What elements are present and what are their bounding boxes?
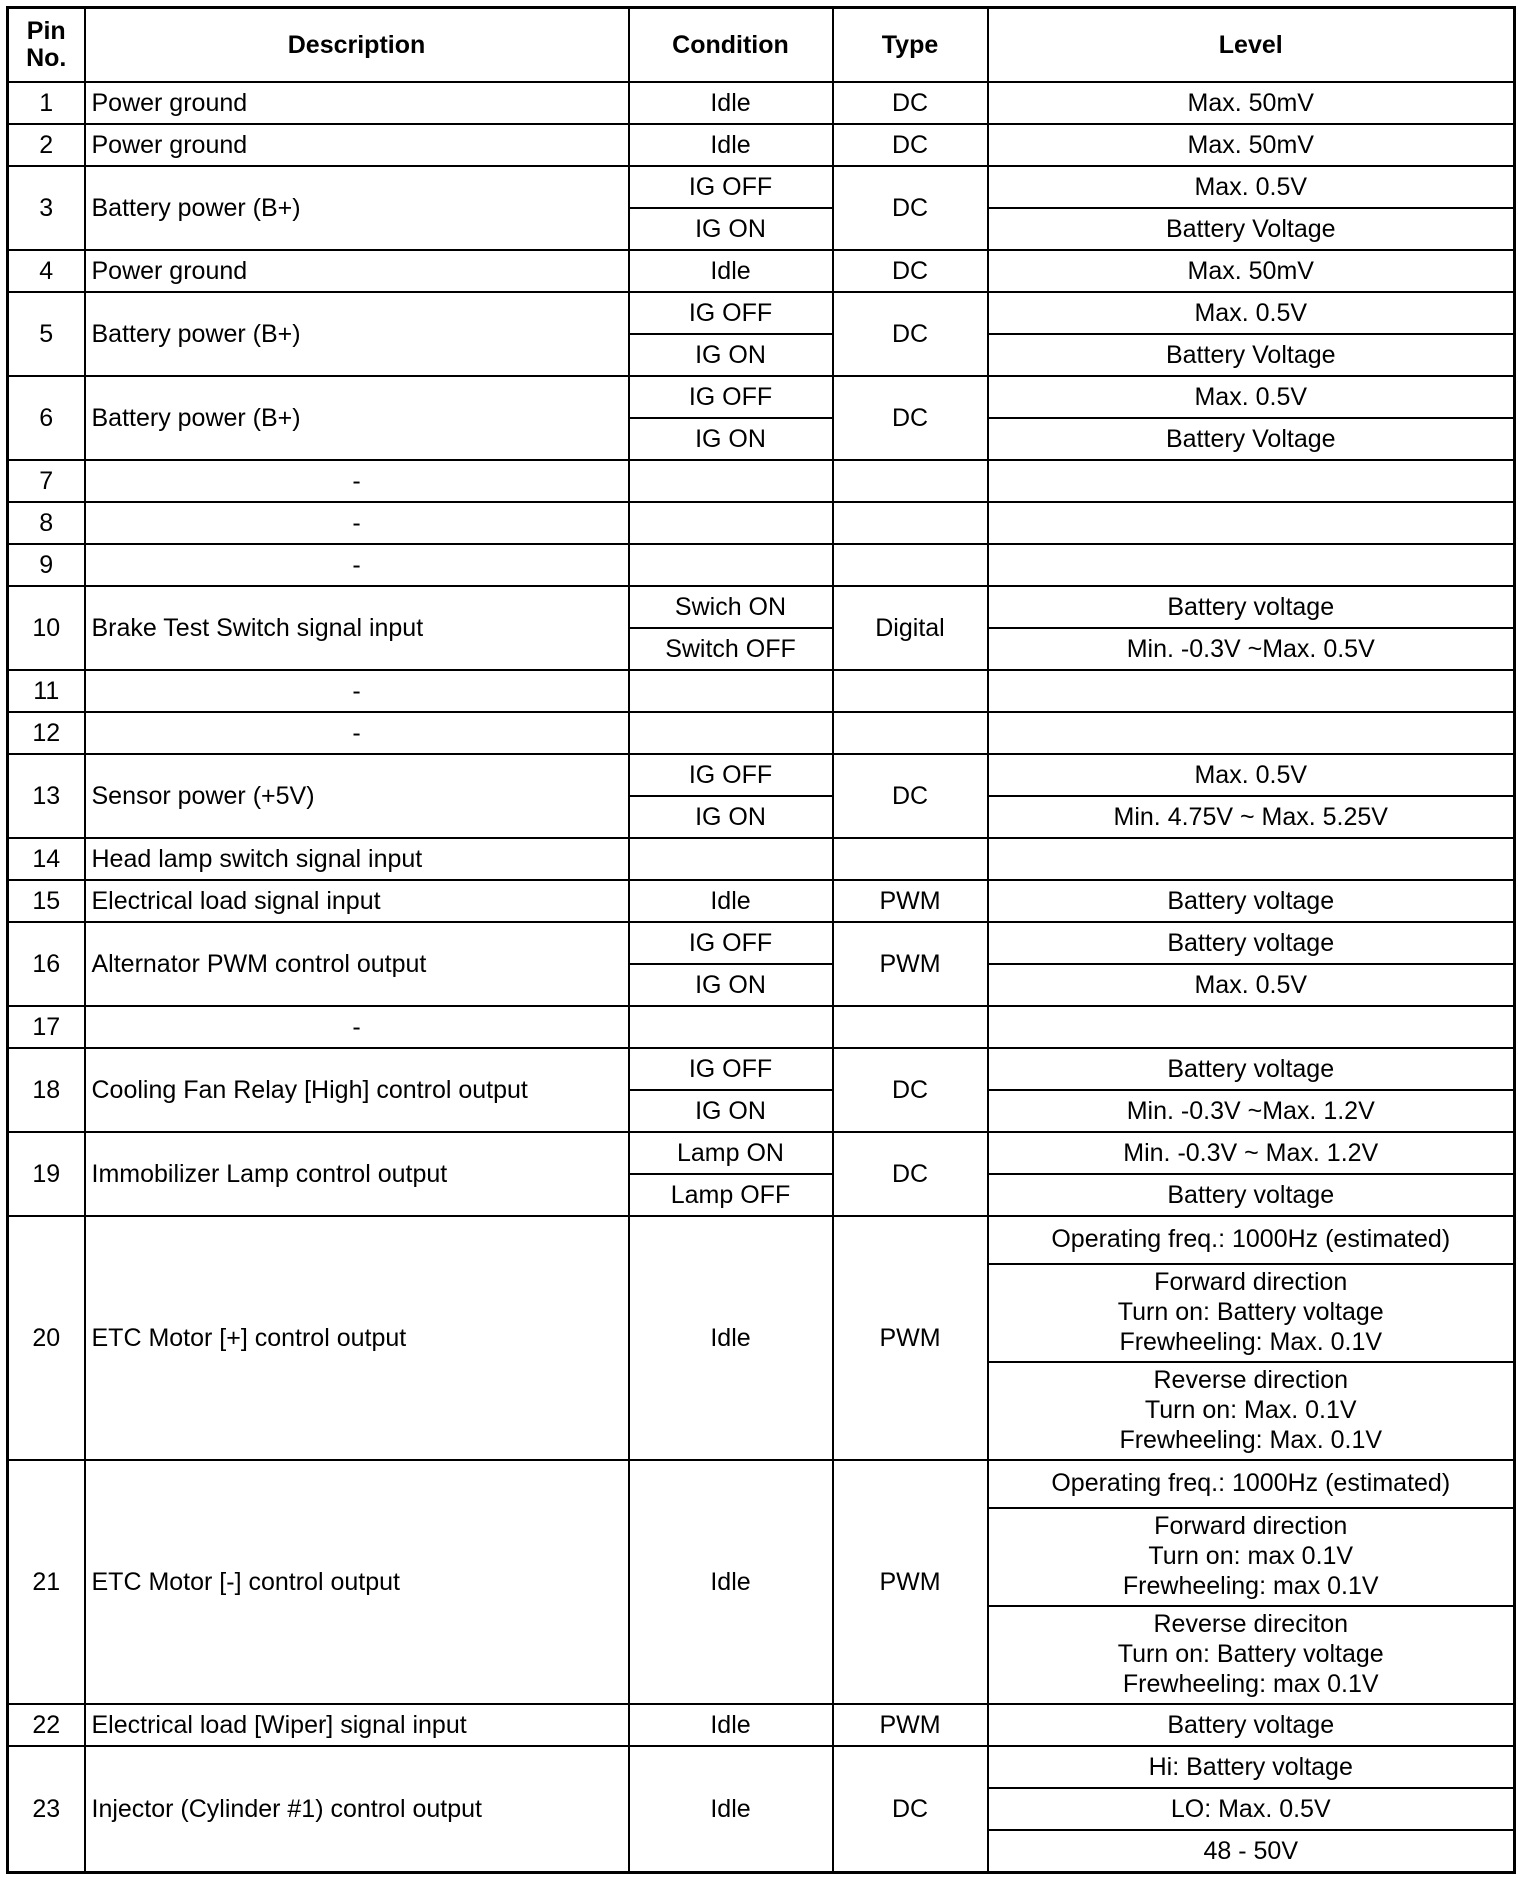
level-cell: Battery Voltage [988, 208, 1515, 250]
pin-number-cell: 12 [8, 712, 85, 754]
description-cell: Electrical load signal input [85, 880, 629, 922]
level-cell: Battery voltage [988, 922, 1515, 964]
pin-table-container [6, 6, 1516, 1874]
pin-number-cell: 10 [8, 586, 85, 670]
table-row [8, 82, 1515, 124]
pin-number-cell: 5 [8, 292, 85, 376]
type-cell [833, 838, 988, 880]
description-cell: Power ground [85, 250, 629, 292]
header-type: Type [833, 8, 988, 83]
level-cell: Max. 0.5V [988, 754, 1515, 796]
condition-cell: IG ON [629, 418, 833, 460]
pin-number-cell: 3 [8, 166, 85, 250]
description-cell: Battery power (B+) [85, 376, 629, 460]
description-cell: Sensor power (+5V) [85, 754, 629, 838]
type-cell [833, 502, 988, 544]
type-cell: DC [833, 754, 988, 838]
level-line: Turn on: Battery voltage [1117, 1298, 1384, 1326]
level-cell [988, 1606, 1515, 1704]
level-cell [988, 460, 1515, 502]
level-cell: Battery voltage [988, 1174, 1515, 1216]
header-pin-no: Pin No. [8, 8, 85, 83]
level-line: Turn on: max 0.1V [1148, 1542, 1354, 1570]
level-cell: Max. 0.5V [988, 376, 1515, 418]
table-row [8, 1006, 1515, 1048]
level-cell: Min. -0.3V ~Max. 1.2V [988, 1090, 1515, 1132]
description-cell: - [85, 544, 629, 586]
level-cell: Battery Voltage [988, 418, 1515, 460]
description-cell: Power ground [85, 124, 629, 166]
level-line: Frewheeling: Max. 0.1V [1119, 1426, 1383, 1454]
table-row [8, 1132, 1515, 1174]
level-cell: Max. 50mV [988, 82, 1515, 124]
description-cell: Battery power (B+) [85, 166, 629, 250]
level-line: Turn on: Max. 0.1V [1144, 1396, 1357, 1424]
description-cell: ETC Motor [-] control output [85, 1460, 629, 1704]
condition-cell: IG ON [629, 964, 833, 1006]
type-cell [833, 544, 988, 586]
level-cell: Min. -0.3V ~Max. 0.5V [988, 628, 1515, 670]
description-cell: Electrical load [Wiper] signal input [85, 1704, 629, 1746]
pin-number-cell: 18 [8, 1048, 85, 1132]
level-line: Frewheeling: max 0.1V [1122, 1670, 1379, 1698]
type-cell: DC [833, 1746, 988, 1873]
condition-cell: IG ON [629, 1090, 833, 1132]
level-cell: Battery voltage [988, 1048, 1515, 1090]
type-cell: PWM [833, 1460, 988, 1704]
condition-cell [629, 670, 833, 712]
level-cell: Battery voltage [988, 586, 1515, 628]
condition-cell: Idle [629, 124, 833, 166]
table-row [8, 1746, 1515, 1788]
type-cell: DC [833, 1132, 988, 1216]
level-line: Forward direction [1154, 1512, 1348, 1540]
table-row [8, 502, 1515, 544]
type-cell: DC [833, 250, 988, 292]
table-row [8, 880, 1515, 922]
level-line: Turn on: Battery voltage [1117, 1640, 1384, 1668]
table-row [8, 166, 1515, 208]
table-row [8, 922, 1515, 964]
condition-cell: Lamp OFF [629, 1174, 833, 1216]
type-cell: DC [833, 166, 988, 250]
type-cell: PWM [833, 1216, 988, 1460]
condition-cell: IG OFF [629, 922, 833, 964]
level-cell [988, 712, 1515, 754]
level-cell: Min. 4.75V ~ Max. 5.25V [988, 796, 1515, 838]
condition-cell: Swich ON [629, 586, 833, 628]
type-cell: DC [833, 376, 988, 460]
level-cell [988, 670, 1515, 712]
level-cell: Battery Voltage [988, 334, 1515, 376]
level-cell: LO: Max. 0.5V [988, 1788, 1515, 1830]
condition-cell: Idle [629, 1460, 833, 1704]
description-cell: - [85, 1006, 629, 1048]
type-cell: PWM [833, 1704, 988, 1746]
type-cell [833, 1006, 988, 1048]
condition-cell: Idle [629, 1704, 833, 1746]
pin-number-cell: 15 [8, 880, 85, 922]
pin-number-cell: 17 [8, 1006, 85, 1048]
pin-number-cell: 4 [8, 250, 85, 292]
description-cell: Cooling Fan Relay [High] control output [85, 1048, 629, 1132]
level-cell [988, 1460, 1515, 1508]
table-row [8, 544, 1515, 586]
condition-cell [629, 838, 833, 880]
level-line: Frewheeling: Max. 0.1V [1119, 1328, 1383, 1356]
pin-number-cell: 7 [8, 460, 85, 502]
header-condition: Condition [629, 8, 833, 83]
pin-number-cell: 22 [8, 1704, 85, 1746]
condition-cell [629, 460, 833, 502]
table-row [8, 1460, 1515, 1508]
table-row [8, 376, 1515, 418]
level-cell: Max. 0.5V [988, 964, 1515, 1006]
level-cell: Max. 50mV [988, 250, 1515, 292]
description-cell: Battery power (B+) [85, 292, 629, 376]
level-cell [988, 544, 1515, 586]
type-cell [833, 712, 988, 754]
pin-number-cell: 9 [8, 544, 85, 586]
pin-number-cell: 13 [8, 754, 85, 838]
level-line: Operating freq.: 1000Hz (estimated) [1051, 1225, 1451, 1253]
description-cell: Immobilizer Lamp control output [85, 1132, 629, 1216]
description-cell: - [85, 712, 629, 754]
level-line: Reverse direciton [1153, 1610, 1349, 1638]
header-level: Level [988, 8, 1515, 83]
level-cell [988, 1006, 1515, 1048]
level-cell: Min. -0.3V ~ Max. 1.2V [988, 1132, 1515, 1174]
type-cell [833, 670, 988, 712]
type-cell: DC [833, 1048, 988, 1132]
table-header-row [8, 8, 1515, 83]
description-cell: Head lamp switch signal input [85, 838, 629, 880]
condition-cell: Idle [629, 82, 833, 124]
level-cell: Battery voltage [988, 1704, 1515, 1746]
type-cell: DC [833, 124, 988, 166]
type-cell: DC [833, 82, 988, 124]
pin-number-cell: 8 [8, 502, 85, 544]
level-cell: Hi: Battery voltage [988, 1746, 1515, 1788]
description-cell: Alternator PWM control output [85, 922, 629, 1006]
pin-number-cell: 6 [8, 376, 85, 460]
type-cell: DC [833, 292, 988, 376]
condition-cell: Idle [629, 880, 833, 922]
condition-cell: IG OFF [629, 1048, 833, 1090]
description-cell: Brake Test Switch signal input [85, 586, 629, 670]
table-row [8, 670, 1515, 712]
type-cell [833, 460, 988, 502]
table-row [8, 292, 1515, 334]
pin-number-cell: 21 [8, 1460, 85, 1704]
table-row [8, 1048, 1515, 1090]
table-row [8, 838, 1515, 880]
level-cell [988, 1508, 1515, 1606]
level-cell: Max. 0.5V [988, 166, 1515, 208]
condition-cell [629, 502, 833, 544]
pin-description-table [6, 6, 1516, 1874]
condition-cell: IG ON [629, 796, 833, 838]
level-cell: 48 - 50V [988, 1830, 1515, 1873]
pin-number-cell: 20 [8, 1216, 85, 1460]
description-cell: - [85, 502, 629, 544]
level-line: Frewheeling: max 0.1V [1122, 1572, 1379, 1600]
pin-number-cell: 2 [8, 124, 85, 166]
condition-cell: Idle [629, 1216, 833, 1460]
table-row [8, 1704, 1515, 1746]
condition-cell: IG ON [629, 334, 833, 376]
description-cell: Injector (Cylinder #1) control output [85, 1746, 629, 1873]
condition-cell: Switch OFF [629, 628, 833, 670]
level-cell: Battery voltage [988, 880, 1515, 922]
level-line: Forward direction [1154, 1268, 1348, 1296]
description-cell: - [85, 670, 629, 712]
description-cell: - [85, 460, 629, 502]
condition-cell [629, 544, 833, 586]
condition-cell: IG OFF [629, 292, 833, 334]
level-cell [988, 838, 1515, 880]
header-description: Description [85, 8, 629, 83]
condition-cell: Lamp ON [629, 1132, 833, 1174]
table-row [8, 250, 1515, 292]
condition-cell: IG OFF [629, 376, 833, 418]
level-cell [988, 1264, 1515, 1362]
description-cell: ETC Motor [+] control output [85, 1216, 629, 1460]
pin-number-cell: 16 [8, 922, 85, 1006]
condition-cell [629, 712, 833, 754]
pin-number-cell: 11 [8, 670, 85, 712]
condition-cell: IG OFF [629, 166, 833, 208]
type-cell: PWM [833, 922, 988, 1006]
level-cell [988, 502, 1515, 544]
pin-number-cell: 1 [8, 82, 85, 124]
table-row [8, 460, 1515, 502]
condition-cell: IG OFF [629, 754, 833, 796]
table-row [8, 124, 1515, 166]
condition-cell: Idle [629, 1746, 833, 1873]
table-row [8, 1216, 1515, 1264]
pin-number-cell: 14 [8, 838, 85, 880]
table-row [8, 586, 1515, 628]
level-line: Reverse direction [1153, 1366, 1349, 1394]
level-cell [988, 1362, 1515, 1460]
table-body [8, 82, 1515, 1873]
pin-number-cell: 23 [8, 1746, 85, 1873]
table-row [8, 754, 1515, 796]
type-cell: PWM [833, 880, 988, 922]
level-cell: Max. 50mV [988, 124, 1515, 166]
type-cell: Digital [833, 586, 988, 670]
level-cell: Max. 0.5V [988, 292, 1515, 334]
level-line: Operating freq.: 1000Hz (estimated) [1051, 1469, 1451, 1497]
table-row [8, 712, 1515, 754]
condition-cell [629, 1006, 833, 1048]
level-cell [988, 1216, 1515, 1264]
condition-cell: IG ON [629, 208, 833, 250]
pin-number-cell: 19 [8, 1132, 85, 1216]
description-cell: Power ground [85, 82, 629, 124]
condition-cell: Idle [629, 250, 833, 292]
